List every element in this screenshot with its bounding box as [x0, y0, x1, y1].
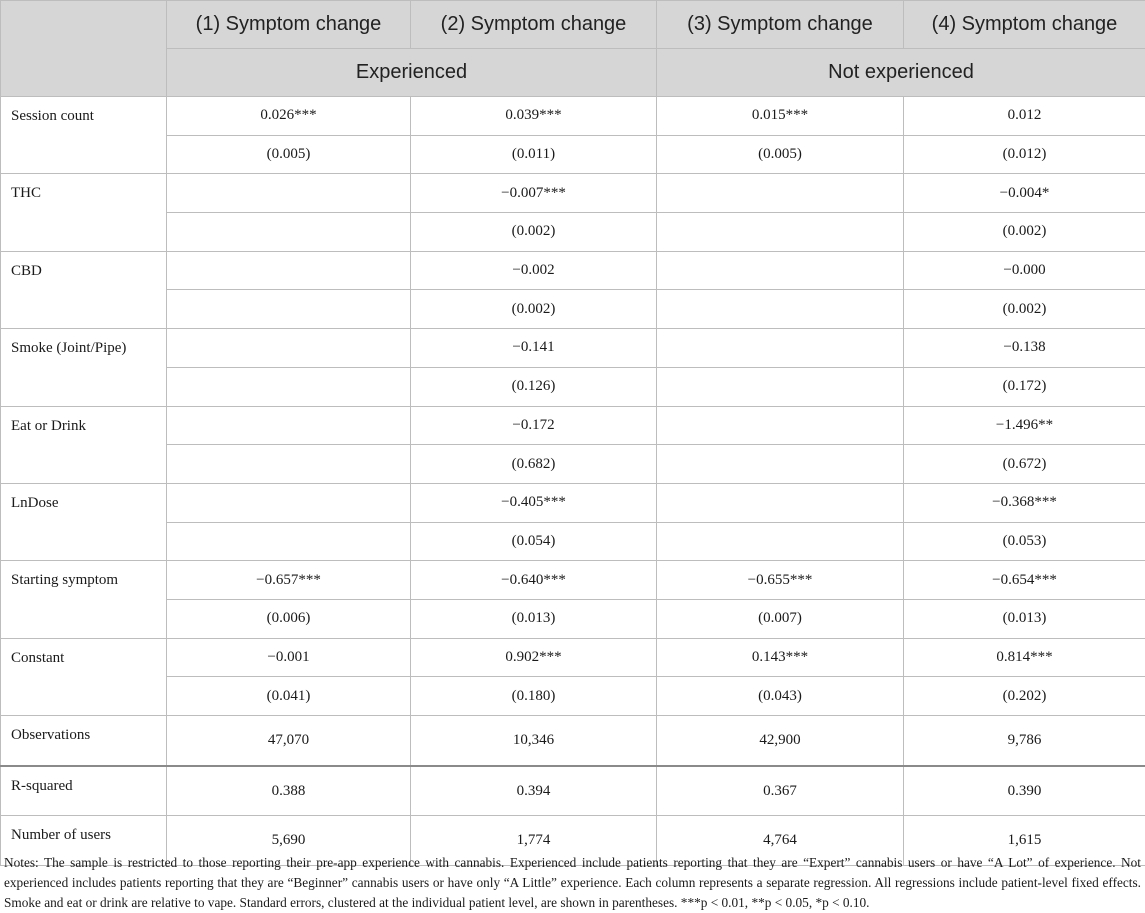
stat-cell: 1,774: [411, 816, 657, 866]
coef-cell: 0.026***: [167, 97, 411, 136]
table-row: [1, 483, 1145, 522]
stat-cell: 0.394: [411, 766, 657, 816]
coef-cell: −0.004*: [904, 174, 1145, 213]
se-cell: [167, 367, 411, 406]
header-stub: [1, 1, 167, 97]
column-header-2: (2) Symptom change: [411, 1, 657, 49]
se-cell: (0.180): [411, 677, 657, 716]
coef-cell: −0.172: [411, 406, 657, 445]
coef-cell: 0.902***: [411, 638, 657, 677]
table-row: [1, 174, 1145, 213]
se-cell: (0.041): [167, 677, 411, 716]
se-cell: [657, 522, 904, 561]
column-header-4: (4) Symptom change: [904, 1, 1145, 49]
coef-cell: [167, 251, 411, 290]
table-row: [1, 135, 1145, 174]
coef-cell: [657, 483, 904, 522]
stat-cell: 10,346: [411, 716, 657, 766]
stat-cell: 47,070: [167, 716, 411, 766]
se-cell: (0.126): [411, 367, 657, 406]
se-cell: (0.002): [411, 290, 657, 329]
row-label: THC: [1, 174, 167, 251]
coef-cell: −0.654***: [904, 561, 1145, 600]
se-cell: [167, 290, 411, 329]
row-label: R-squared: [1, 766, 167, 816]
se-cell: (0.007): [657, 599, 904, 638]
coef-cell: [657, 251, 904, 290]
row-label: CBD: [1, 251, 167, 328]
se-cell: (0.011): [411, 135, 657, 174]
table-row: [1, 599, 1145, 638]
coef-cell: [657, 329, 904, 368]
table-row: [1, 406, 1145, 445]
coef-cell: −0.141: [411, 329, 657, 368]
coef-cell: 0.039***: [411, 97, 657, 136]
row-label: LnDose: [1, 483, 167, 560]
se-cell: (0.053): [904, 522, 1145, 561]
coef-cell: 0.143***: [657, 638, 904, 677]
row-label: Session count: [1, 97, 167, 174]
group-header-not-experienced: Not experienced: [657, 49, 1145, 97]
coef-cell: [657, 174, 904, 213]
table-row: [1, 677, 1145, 716]
stats-row-observations: [1, 716, 1145, 766]
stat-cell: 9,786: [904, 716, 1145, 766]
se-cell: (0.013): [411, 599, 657, 638]
se-cell: (0.012): [904, 135, 1145, 174]
se-cell: (0.172): [904, 367, 1145, 406]
stat-cell: 0.367: [657, 766, 904, 816]
se-cell: [657, 290, 904, 329]
table-row: [1, 251, 1145, 290]
stat-cell: 0.388: [167, 766, 411, 816]
row-label: Eat or Drink: [1, 406, 167, 483]
se-cell: (0.006): [167, 599, 411, 638]
se-cell: [167, 445, 411, 484]
coef-cell: 0.814***: [904, 638, 1145, 677]
se-cell: (0.002): [904, 213, 1145, 252]
group-header-experienced: Experienced: [167, 49, 657, 97]
coef-cell: −0.655***: [657, 561, 904, 600]
se-cell: (0.682): [411, 445, 657, 484]
coef-cell: [657, 406, 904, 445]
coef-cell: −0.368***: [904, 483, 1145, 522]
se-cell: [167, 522, 411, 561]
se-cell: (0.005): [167, 135, 411, 174]
coef-cell: −0.002: [411, 251, 657, 290]
se-cell: (0.002): [411, 213, 657, 252]
table-header: [1, 1, 1145, 97]
coef-cell: −0.007***: [411, 174, 657, 213]
table-row: [1, 213, 1145, 252]
se-cell: [657, 213, 904, 252]
row-label: Number of users: [1, 816, 167, 866]
coef-cell: −0.405***: [411, 483, 657, 522]
coef-cell: [167, 174, 411, 213]
coef-cell: −0.640***: [411, 561, 657, 600]
table-row: [1, 290, 1145, 329]
column-header-1: (1) Symptom change: [167, 1, 411, 49]
coef-cell: [167, 483, 411, 522]
coef-cell: −0.657***: [167, 561, 411, 600]
stat-cell: 42,900: [657, 716, 904, 766]
se-cell: (0.013): [904, 599, 1145, 638]
table-row: [1, 561, 1145, 600]
stat-cell: 4,764: [657, 816, 904, 866]
stat-cell: 1,615: [904, 816, 1145, 866]
se-cell: (0.005): [657, 135, 904, 174]
stats-row-r-squared: [1, 766, 1145, 816]
table-row: [1, 97, 1145, 136]
se-cell: (0.002): [904, 290, 1145, 329]
se-cell: (0.202): [904, 677, 1145, 716]
row-label: Smoke (Joint/Pipe): [1, 329, 167, 406]
se-cell: (0.043): [657, 677, 904, 716]
stat-cell: 0.390: [904, 766, 1145, 816]
se-cell: [167, 213, 411, 252]
coef-cell: −0.138: [904, 329, 1145, 368]
table-row: [1, 329, 1145, 368]
coef-cell: −1.496**: [904, 406, 1145, 445]
table-row: [1, 445, 1145, 484]
row-label: Observations: [1, 716, 167, 766]
coef-cell: 0.015***: [657, 97, 904, 136]
stat-cell: 5,690: [167, 816, 411, 866]
coef-cell: −0.001: [167, 638, 411, 677]
row-label: Constant: [1, 638, 167, 715]
coef-cell: [167, 406, 411, 445]
table-notes: Notes: The sample is restricted to those reporting their pre-app experience with cannabis. Experienced include patients reporting that they are “Expert” cannabis users or have “A Lot” of experience. Not experienced includes patients reporting that they are “Beginner” cannabis users or have only “A Little” experience. Each column represents a separate regression. All regressions include patient-level fixed effects. Smoke and eat or drink are relative to vape. Standard errors, clustered at the individual patient level, are shown in parentheses. ***p < 0.01, **p < 0.05, *p < 0.10.: [4, 853, 1141, 913]
column-header-3: (3) Symptom change: [657, 1, 904, 49]
coef-cell: −0.000: [904, 251, 1145, 290]
se-cell: (0.054): [411, 522, 657, 561]
table-row: [1, 522, 1145, 561]
row-label: Starting symptom: [1, 561, 167, 638]
coef-cell: [167, 329, 411, 368]
se-cell: [657, 445, 904, 484]
table-row: [1, 367, 1145, 406]
se-cell: [657, 367, 904, 406]
coef-cell: 0.012: [904, 97, 1145, 136]
se-cell: (0.672): [904, 445, 1145, 484]
table-row: [1, 638, 1145, 677]
